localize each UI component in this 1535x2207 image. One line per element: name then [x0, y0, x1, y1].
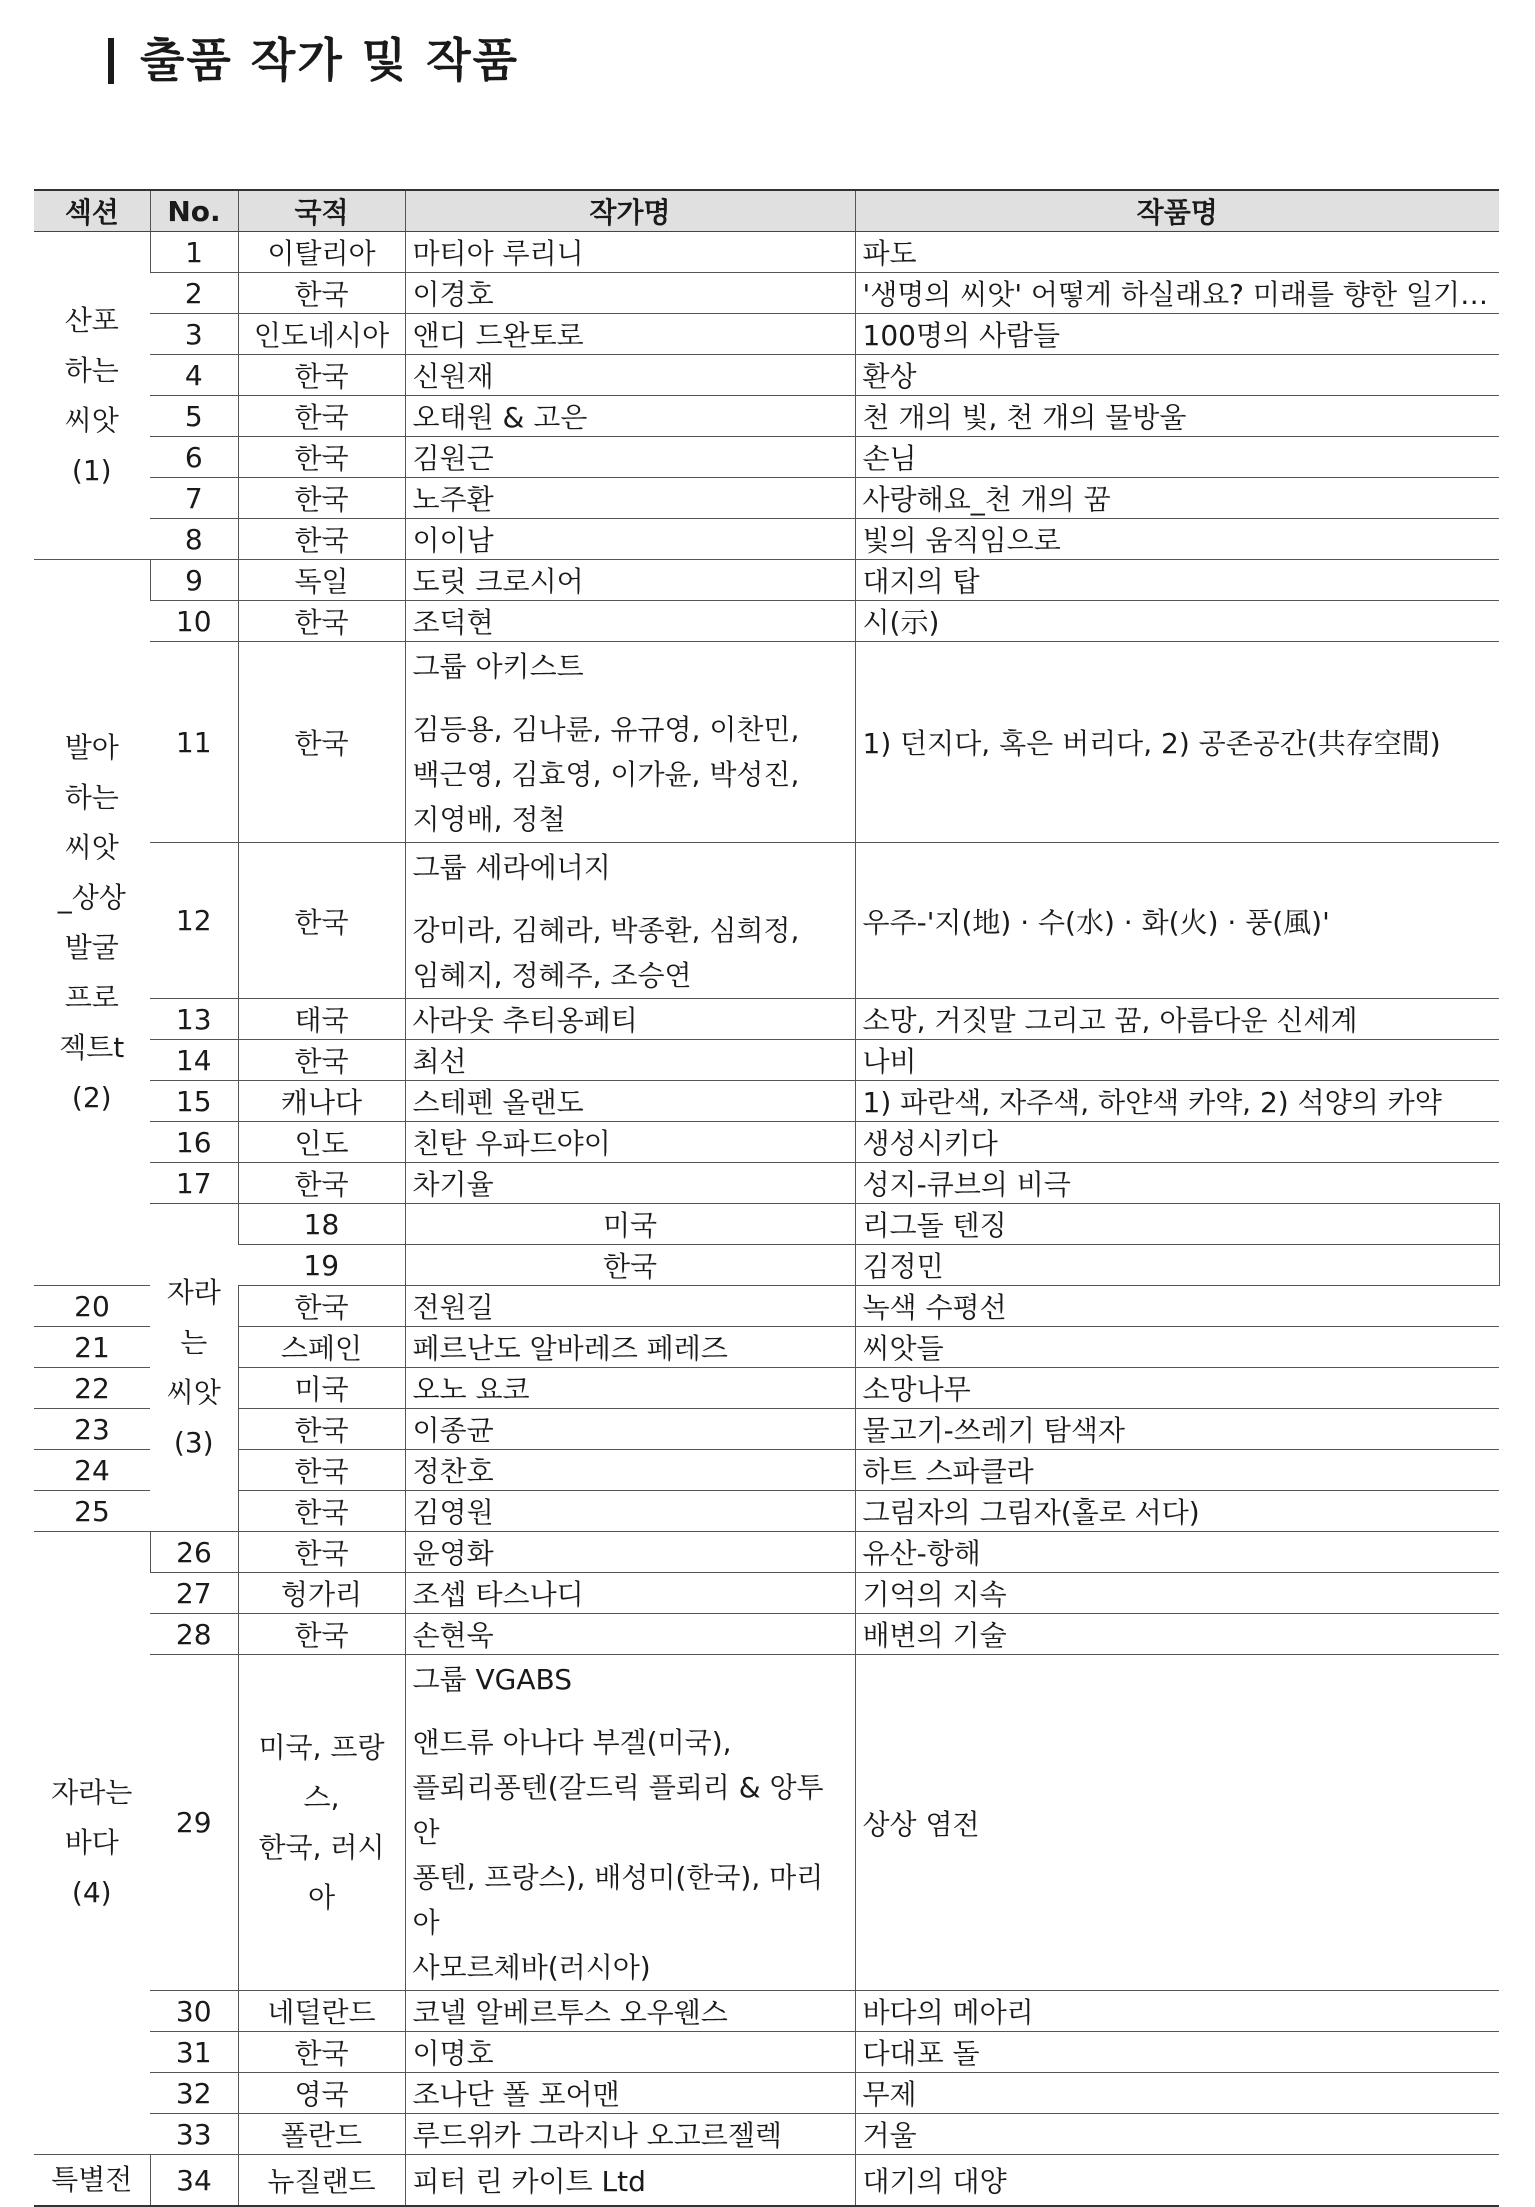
nation-cell: 인도네시아: [238, 314, 405, 355]
table-row: [34, 1655, 1499, 1991]
artist-cell: [405, 843, 855, 999]
artist-cell: 최선: [405, 1040, 855, 1081]
table-row: [34, 2155, 1499, 2207]
section-cell-3: 자라는 씨앗 (3): [150, 1204, 238, 1532]
no-cell: 24: [34, 1450, 150, 1491]
work-cell: 시(示): [855, 601, 1499, 642]
table-row: [34, 1163, 1499, 1204]
table-row: [34, 478, 1499, 519]
artist-cell: 앤디 드완토로: [405, 314, 855, 355]
nation-cell: 한국: [238, 2032, 405, 2073]
table-row: [34, 601, 1499, 642]
work-cell: 사랑해요_천 개의 꿈: [855, 478, 1499, 519]
artist-cell: 김정민: [855, 1245, 1499, 1286]
nation-cell: 한국: [238, 601, 405, 642]
table-row: [34, 437, 1499, 478]
no-cell: 22: [34, 1368, 150, 1409]
artist-cell: [405, 1655, 855, 1991]
nation-cell: 한국: [238, 478, 405, 519]
table-row: [34, 1204, 1499, 1245]
section-cell-1: 산포 하는 씨앗 (1): [34, 232, 150, 560]
section-cell-special: 특별전: [34, 2155, 150, 2207]
nation-cell: 한국: [238, 519, 405, 560]
no-cell: 28: [150, 1614, 238, 1655]
no-cell: 26: [150, 1532, 238, 1573]
table-row: [34, 843, 1499, 999]
artist-cell: 오태원 & 고은: [405, 396, 855, 437]
artist-cell: 마티아 루리니: [405, 232, 855, 273]
nation-cell: 한국: [238, 1409, 405, 1450]
work-cell: 우주-'지(地) · 수(水) · 화(火) · 풍(風)': [855, 843, 1499, 999]
table-row: [34, 560, 1499, 601]
artist-cell: 윤영화: [405, 1532, 855, 1573]
no-cell: 16: [150, 1122, 238, 1163]
no-cell: 14: [150, 1040, 238, 1081]
work-cell: 성지-큐브의 비극: [855, 1163, 1499, 1204]
artist-cell: 이경호: [405, 273, 855, 314]
artist-member-line: 플뢰리퐁텐(갈드릭 플뢰리 & 앙투안: [412, 1771, 824, 1849]
artist-cell: [405, 642, 855, 843]
artist-cell: 신원재: [405, 355, 855, 396]
nation-cell: 한국: [238, 843, 405, 999]
table-row: [34, 1491, 1499, 1532]
artist-table: [34, 189, 1499, 2207]
nation-cell: 영국: [238, 2073, 405, 2114]
table-row: [34, 1450, 1499, 1491]
nation-cell: 한국: [238, 273, 405, 314]
title-bar-decoration: [108, 38, 114, 84]
nation-cell: 한국: [405, 1245, 855, 1286]
artist-cell: 정찬호: [405, 1450, 855, 1491]
work-cell: '생명의 씨앗' 어떻게 하실래요? 미래를 향한 일기…: [855, 273, 1499, 314]
artist-cell: 김원근: [405, 437, 855, 478]
no-cell: 10: [150, 601, 238, 642]
no-cell: 1: [150, 232, 238, 273]
no-cell: 13: [150, 999, 238, 1040]
work-cell: 1) 파란색, 자주색, 하얀색 카약, 2) 석양의 카약: [855, 1081, 1499, 1122]
no-cell: 20: [34, 1286, 150, 1327]
table-row: [34, 642, 1499, 843]
table-row: [34, 1040, 1499, 1081]
artist-cell: 조나단 폴 포어맨: [405, 2073, 855, 2114]
table-row: [34, 1614, 1499, 1655]
table-row: [34, 2032, 1499, 2073]
work-cell: 배변의 기술: [855, 1614, 1499, 1655]
work-cell: 파도: [855, 232, 1499, 273]
table-row: [34, 232, 1499, 273]
artist-cell: 조덕현: [405, 601, 855, 642]
work-cell: 100명의 사람들: [855, 314, 1499, 355]
artist-member-line: 백근영, 김효영, 이가윤, 박성진,: [412, 758, 800, 791]
artist-cell: 김영원: [405, 1491, 855, 1532]
artist-cell: 손현욱: [405, 1614, 855, 1655]
nation-cell: 네덜란드: [238, 1991, 405, 2032]
artist-cell: 페르난도 알바레즈 페레즈: [405, 1327, 855, 1368]
artist-cell: 리그돌 텐징: [855, 1204, 1499, 1245]
work-cell: 빛의 움직임으로: [855, 519, 1499, 560]
artist-cell: 사라웃 추티옹페티: [405, 999, 855, 1040]
work-cell: 환상: [855, 355, 1499, 396]
no-cell: 29: [150, 1655, 238, 1991]
work-cell: 대기의 대양: [855, 2155, 1499, 2207]
section-cell-2: 발아 하는 씨앗 _상상 발굴 프로 젝트t (2): [34, 560, 150, 1286]
work-cell: 하트 스파클라: [855, 1450, 1499, 1491]
no-cell: 34: [150, 2155, 238, 2207]
artist-cell: 노주환: [405, 478, 855, 519]
nation-cell: 한국: [238, 1491, 405, 1532]
table-row: [34, 396, 1499, 437]
nation-cell: 한국: [238, 642, 405, 843]
table-row: [34, 1409, 1499, 1450]
no-cell: 4: [150, 355, 238, 396]
table-row: [34, 1532, 1499, 1573]
no-cell: 5: [150, 396, 238, 437]
no-cell: 23: [34, 1409, 150, 1450]
artist-cell: 루드위카 그라지나 오고르젤렉: [405, 2114, 855, 2155]
artist-cell: 코넬 알베르투스 오우웬스: [405, 1991, 855, 2032]
artist-member-line: 지영배, 정철: [412, 803, 566, 836]
nation-cell: 독일: [238, 560, 405, 601]
work-cell: 천 개의 빛, 천 개의 물방울: [855, 396, 1499, 437]
work-cell: 그림자의 그림자(홀로 서다): [855, 1491, 1499, 1532]
table-row: [34, 314, 1499, 355]
table-header-row: [34, 190, 1499, 232]
no-cell: 15: [150, 1081, 238, 1122]
no-cell: 9: [150, 560, 238, 601]
no-cell: 18: [238, 1204, 405, 1245]
artist-member-line: 앤드류 아나다 부겔(미국),: [412, 1726, 732, 1759]
table-row: [34, 519, 1499, 560]
artist-cell: 도릿 크로시어: [405, 560, 855, 601]
table-row: [34, 1286, 1499, 1327]
nation-cell: 미국: [405, 1204, 855, 1245]
nation-cell: 한국: [238, 1286, 405, 1327]
work-cell: 바다의 메아리: [855, 1991, 1499, 2032]
table-row: [34, 1327, 1499, 1368]
header-nation: 국적: [238, 190, 405, 232]
no-cell: 21: [34, 1327, 150, 1368]
table-row: [34, 1368, 1499, 1409]
no-cell: 25: [34, 1491, 150, 1532]
work-cell: 1) 던지다, 혹은 버리다, 2) 공존공간(共存空間): [855, 642, 1499, 843]
nation-cell: 인도: [238, 1122, 405, 1163]
nation-cell: 스페인: [238, 1327, 405, 1368]
no-cell: 17: [150, 1163, 238, 1204]
no-cell: 7: [150, 478, 238, 519]
header-artist: 작가명: [405, 190, 855, 232]
nation-cell: 한국: [238, 396, 405, 437]
nation-cell: 헝가리: [238, 1573, 405, 1614]
artist-group-name: 그룹 세라에너지: [412, 851, 611, 884]
no-cell: 27: [150, 1573, 238, 1614]
artist-member-line: 사모르체바(러시아): [412, 1951, 651, 1984]
table-row: [34, 273, 1499, 314]
work-cell: 거울: [855, 2114, 1499, 2155]
work-cell: 생성시키다: [855, 1122, 1499, 1163]
work-cell: 유산-항해: [855, 1532, 1499, 1573]
table-row: [34, 1122, 1499, 1163]
table-row: [34, 1245, 1499, 1286]
table-row: [34, 1991, 1499, 2032]
nation-cell: 한국: [238, 1040, 405, 1081]
artist-cell: 조셉 타스나디: [405, 1573, 855, 1614]
table-row: [34, 2073, 1499, 2114]
header-work: 작품명: [855, 190, 1499, 232]
table-row: [34, 1081, 1499, 1122]
artist-member-line: 김등용, 김나륜, 유규영, 이찬민,: [412, 713, 800, 746]
work-cell: 상상 염전: [855, 1655, 1499, 1991]
nation-cell: 한국: [238, 1163, 405, 1204]
no-cell: 12: [150, 843, 238, 999]
no-cell: 33: [150, 2114, 238, 2155]
nation-cell: 미국: [238, 1368, 405, 1409]
page-title: 출품 작가 및 작품: [140, 33, 520, 87]
work-cell: 소망나무: [855, 1368, 1499, 1409]
artist-member-line: 임혜지, 정혜주, 조승연: [412, 959, 692, 992]
nation-cell: 한국: [238, 437, 405, 478]
artist-cell: 스테펜 올랜도: [405, 1081, 855, 1122]
no-cell: 30: [150, 1991, 238, 2032]
table-row: [34, 2114, 1499, 2155]
artist-cell: 전원길: [405, 1286, 855, 1327]
artist-cell: 친탄 우파드야이: [405, 1122, 855, 1163]
table-row: [34, 999, 1499, 1040]
artist-group-name: 그룹 VGABS: [412, 1663, 572, 1696]
no-cell: 6: [150, 437, 238, 478]
work-cell: 다대포 돌: [855, 2032, 1499, 2073]
artist-cell: 이이남: [405, 519, 855, 560]
no-cell: 31: [150, 2032, 238, 2073]
header-no: No.: [150, 190, 238, 232]
artist-group-name: 그룹 아키스트: [412, 650, 584, 683]
table-row: [34, 355, 1499, 396]
nation-cell: 미국, 프랑스, 한국, 러시아: [238, 1655, 405, 1991]
nation-cell: 뉴질랜드: [238, 2155, 405, 2207]
no-cell: 11: [150, 642, 238, 843]
nation-cell: 캐나다: [238, 1081, 405, 1122]
artist-member-line: 강미라, 김혜라, 박종환, 심희정,: [412, 914, 800, 947]
work-cell: 대지의 탑: [855, 560, 1499, 601]
work-cell: 무제: [855, 2073, 1499, 2114]
work-cell: 씨앗들: [855, 1327, 1499, 1368]
no-cell: 19: [238, 1245, 405, 1286]
work-cell: 녹색 수평선: [855, 1286, 1499, 1327]
nation-cell: 이탈리아: [238, 232, 405, 273]
no-cell: 3: [150, 314, 238, 355]
work-cell: 손님: [855, 437, 1499, 478]
artist-cell: 이명호: [405, 2032, 855, 2073]
section-cell-4: 자라는 바다 (4): [34, 1532, 150, 2155]
nation-cell: 태국: [238, 999, 405, 1040]
artist-cell: 이종균: [405, 1409, 855, 1450]
table-row: [34, 1573, 1499, 1614]
work-cell: 나비: [855, 1040, 1499, 1081]
nation-cell: 한국: [238, 1532, 405, 1573]
artist-member-line: 퐁텐, 프랑스), 배성미(한국), 마리아: [412, 1861, 824, 1939]
nation-cell: 한국: [238, 355, 405, 396]
no-cell: 32: [150, 2073, 238, 2114]
work-cell: 소망, 거짓말 그리고 꿈, 아름다운 신세계: [855, 999, 1499, 1040]
no-cell: 2: [150, 273, 238, 314]
artist-cell: 차기율: [405, 1163, 855, 1204]
nation-cell: 한국: [238, 1614, 405, 1655]
header-section: 섹션: [34, 190, 150, 232]
work-cell: 물고기-쓰레기 탐색자: [855, 1409, 1499, 1450]
work-cell: 기억의 지속: [855, 1573, 1499, 1614]
nation-cell: 한국: [238, 1450, 405, 1491]
no-cell: 8: [150, 519, 238, 560]
artist-cell: 오노 요코: [405, 1368, 855, 1409]
artist-cell: 피터 린 카이트 Ltd: [405, 2155, 855, 2207]
nation-cell: 폴란드: [238, 2114, 405, 2155]
